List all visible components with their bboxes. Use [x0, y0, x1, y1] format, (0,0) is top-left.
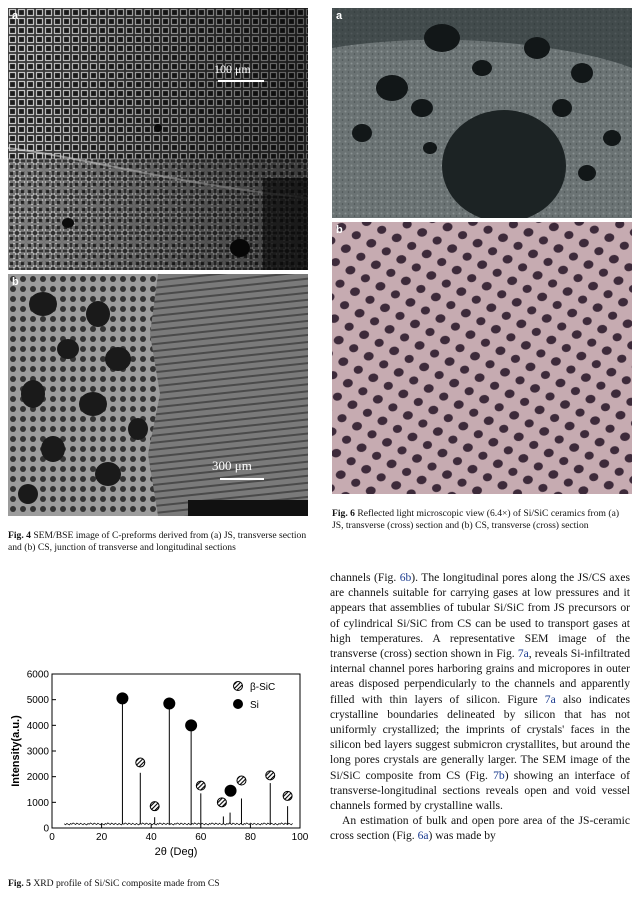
x-tick-label: 100 [291, 832, 308, 843]
sic-peak-marker [283, 791, 292, 800]
body-text-run: channels (Fig. [330, 571, 400, 584]
fig4b-scale-bar [220, 478, 264, 480]
y-tick-label: 0 [43, 823, 49, 835]
body-text-run: An estimation of bulk and open pore area of the JS-ceramic cross section (Fig. [330, 814, 630, 843]
x-tick-label: 0 [49, 832, 55, 843]
fig4-caption [8, 530, 308, 554]
fig6a-texture [332, 8, 632, 218]
figure-link[interactable]: 7a [544, 692, 556, 706]
fig6b-texture [332, 222, 632, 494]
y-tick-label: 2000 [26, 772, 49, 784]
si-peak-marker [225, 785, 236, 796]
fig4a-sem-image [8, 8, 308, 270]
y-tick-label: 3000 [26, 746, 49, 758]
fig6a-microscope-image [332, 8, 632, 218]
sic-peak-marker [150, 802, 159, 811]
fig6-caption-text: Reflected light microscopic view (6.4×) of Si/SiC ceramics from (a) JS, transverse (cross) section and (b) CS, transverse (cross) section [332, 508, 620, 531]
body-text-run: ). The longitudinal pores along the JS/CS axes are channels suitable for carrying gases at low pressures and it appears that assemblies of tubular Si/SiC from JS precursors or of cylindrical Si/SiC from CS can be used to transport gases at high temperatures. A representative SEM image of the transverse (cross) section shown in Fig. [330, 571, 630, 661]
sic-peak-marker [266, 771, 275, 780]
body-text-run: ) showing an interface of transverse-longitudinal sections reveals open and void vessel channels formed by crystalline walls. [330, 768, 630, 813]
si-peak-marker [117, 693, 128, 704]
fig4-caption-text: SEM/BSE image of C-preforms derived from (a) JS, transverse section and (b) CS, junction of transverse and longitudinal sections [8, 530, 307, 553]
body-paragraph [330, 813, 630, 843]
y-tick-label: 4000 [26, 720, 49, 732]
fig4b-panel-label: b [12, 276, 19, 288]
x-tick-label: 60 [195, 832, 207, 843]
fig4b-instrument-bar [188, 500, 308, 516]
body-paragraph [330, 570, 630, 813]
legend-label: β-SiC [250, 682, 276, 693]
sic-peak-marker [196, 781, 205, 790]
y-axis-label: Intensity(a.u.) [10, 715, 22, 787]
x-axis-label: 2θ (Deg) [154, 846, 198, 858]
legend-marker [234, 700, 243, 709]
x-tick-label: 40 [145, 832, 157, 843]
body-text-run: ) was made by [428, 829, 496, 843]
figure-link[interactable]: 6b [399, 571, 412, 584]
figure-link[interactable]: 6a [417, 829, 429, 843]
y-tick-label: 5000 [26, 695, 49, 707]
x-tick-label: 80 [244, 832, 256, 843]
xrd-baseline [64, 823, 292, 825]
fig4b-scale-label: 300 μm [212, 458, 252, 473]
fig6-caption-label: Fig. 6 [332, 508, 355, 519]
legend-label: Si [250, 700, 259, 711]
figure-link[interactable]: 7a [517, 647, 529, 661]
fig6-caption [332, 508, 632, 532]
sic-peak-marker [237, 776, 246, 785]
figure-link[interactable]: 7b [493, 768, 505, 782]
body-text [330, 570, 630, 844]
body-text-run: also indicates crystalline boundaries delineated by silicon that has not uniformly crystallized; the imprints of crystals' faces in the silicon bed layers suggest submicron crystallites, but around the long pores crystals are generally larger. The SEM image of the Si/SiC composite from CS (Fig. [330, 692, 630, 782]
fig5-caption-text: XRD profile of Si/SiC composite made from CS [33, 878, 220, 889]
fig6b-microscope-image [332, 222, 632, 494]
fig4a-panel-label: a [12, 10, 19, 22]
fig4a-scale-label: 100 μm [214, 62, 251, 76]
fig4-caption-label: Fig. 4 [8, 530, 31, 541]
x-tick-label: 20 [96, 832, 108, 843]
plot-frame [52, 674, 300, 828]
fig4a-texture [8, 8, 308, 270]
y-tick-label: 1000 [26, 797, 49, 809]
sic-peak-marker [136, 758, 145, 767]
fig5-xrd-chart [8, 668, 308, 860]
legend-marker [234, 682, 243, 691]
fig5-caption-label: Fig. 5 [8, 878, 31, 889]
sic-peak-marker [217, 798, 226, 807]
si-peak-marker [186, 720, 197, 731]
fig4a-scale-bar [218, 80, 264, 82]
body-text-run: , reveals Si-infiltrated internal channel pores harboring grains and micropores in outer areas disposed perpendicularly to the channels and apparently filled with thin layers of silicon. Figure [330, 647, 630, 706]
fig6b-panel-label: b [336, 224, 343, 236]
fig5-caption [8, 878, 308, 890]
si-peak-marker [164, 698, 175, 709]
fig4b-sem-image [8, 274, 308, 516]
y-tick-label: 6000 [26, 669, 49, 681]
fig6a-panel-label: a [336, 10, 343, 22]
